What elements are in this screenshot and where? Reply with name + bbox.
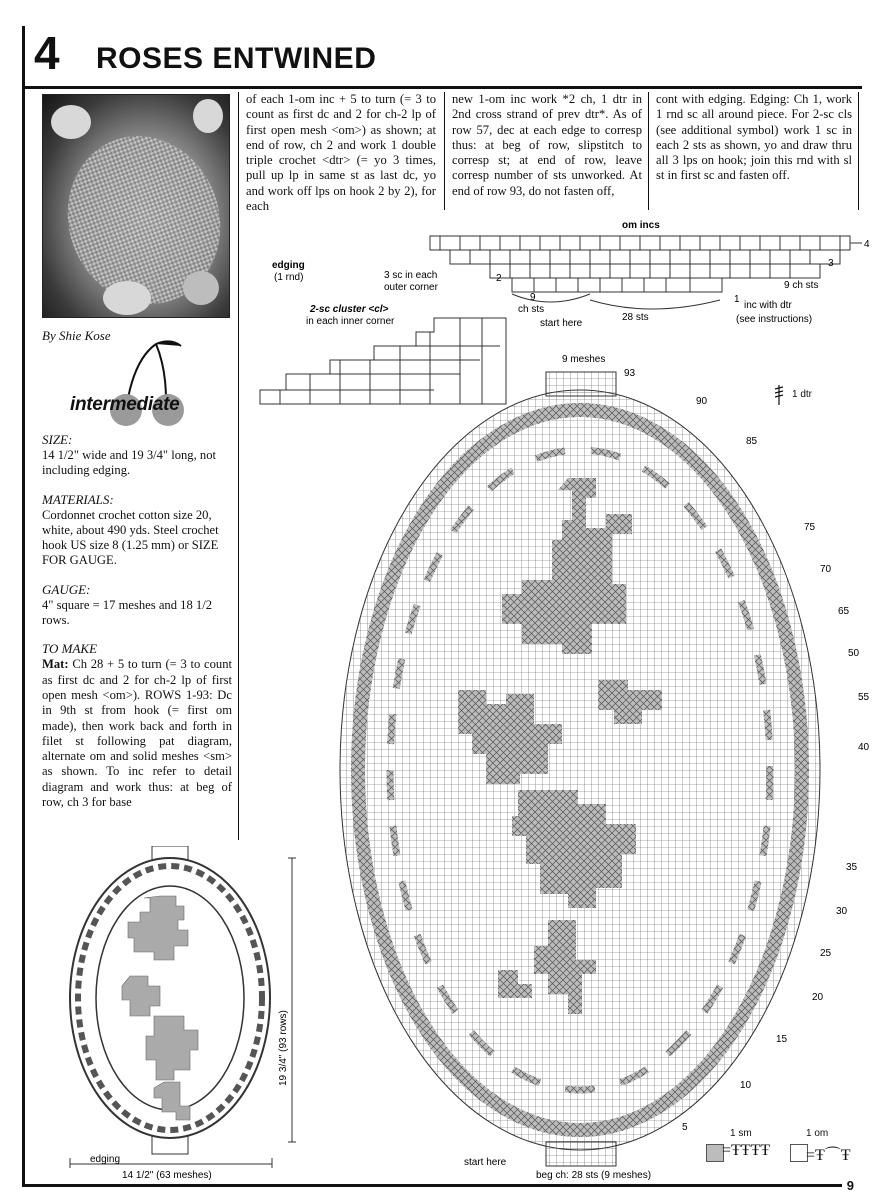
row-35-label: 35 (846, 862, 858, 873)
row-50-label: 50 (848, 648, 860, 659)
materials-heading: MATERIALS: (42, 491, 114, 507)
edging-schematic-label: edging (90, 1154, 121, 1165)
instructions-col-3: new 1-om inc work *2 ch, 1 dtr in 2nd cross strand of prev dtr*. As of row 57, dec at each edge to corresp thus: at beg of row, slipstitch to corresp st; at end of row, leave corresp number of sts unworked. At end of row 93, do not fasten off, (452, 92, 642, 198)
open-mesh-stitches-icon: =Ŧ⌒Ŧ (806, 1147, 851, 1164)
om-incs-label: om incs (622, 220, 660, 231)
arrow-2-label: 2 (496, 273, 502, 284)
instructions-col-4: cont with edging. Edging: Ch 1, work 1 rnd sc all around piece. For 2-sc cls (see additional symbol) work 1 sc in each 2 sts as shown, yo and draw thru all 3 lps on hook; join this rnd with sl st in first sc and fasten off. (656, 92, 852, 183)
rose-image (193, 99, 223, 133)
mat-label: Mat: (42, 657, 69, 672)
row-5-label: 5 (682, 1122, 688, 1133)
nine-ch-sts-label: 9 ch sts (784, 280, 819, 291)
start-here-chart-label: start here (464, 1157, 507, 1168)
project-photo (42, 94, 230, 318)
column-rule (648, 92, 649, 210)
nine-ch-label: 9 (530, 292, 536, 303)
rose-image (183, 271, 219, 305)
width-dimension-label: 14 1/2" (63 meshes) (122, 1170, 212, 1181)
row-90-label: 90 (696, 396, 708, 407)
corner-note-2: outer corner (384, 282, 438, 293)
row-65-label: 65 (838, 606, 850, 617)
size-schematic (60, 846, 310, 1186)
row-25-label: 25 (820, 948, 832, 959)
filet-chart (318, 350, 888, 1180)
row-85-label: 85 (746, 436, 758, 447)
designer-credit: By Shie Kose (42, 328, 111, 343)
row-30-label: 30 (836, 906, 848, 917)
inc-dtr-label: inc with dtr (744, 300, 792, 311)
row-40-label: 40 (858, 742, 870, 753)
sm-legend-label: 1 sm (730, 1128, 752, 1139)
to-make-heading: TO MAKE (42, 641, 98, 657)
ch-sts-label: ch sts (518, 304, 545, 315)
row-75-label: 75 (804, 522, 816, 533)
row-15-label: 15 (776, 1034, 788, 1045)
page-number: 9 (846, 1178, 854, 1193)
instructions-col-2: of each 1-om inc + 5 to turn (= 3 to count as first dc and 2 for ch-2 lp of first open mesh <om>) as shown; at end of row, ch 2 and work 1 double triple crochet <dtr> (= yo 3 times, pull up lp in same st as last dc, yo and work off lps on hook 2 by 2), for each (246, 92, 436, 214)
corner-note-1: 3 sc in each (384, 270, 438, 281)
beg-chain-label: beg ch: 28 sts (9 meshes) (536, 1170, 652, 1180)
cluster-label: 2-sc cluster <cl> (310, 304, 389, 315)
pattern-number: 4 (34, 27, 60, 79)
cluster-note: in each inner corner (306, 316, 395, 327)
start-here-label: start here (540, 318, 583, 329)
row-20-label: 20 (812, 992, 824, 1003)
rose-image (51, 105, 91, 139)
edging-label: edging (272, 260, 305, 271)
page-title: ROSES ENTWINED (96, 42, 377, 75)
row-55-label: 55 (858, 692, 870, 703)
top-meshes-label: 9 meshes (562, 354, 606, 365)
rose-image (103, 281, 151, 315)
size-text: 14 1/2" wide and 19 3/4" long, not including edging. (42, 448, 216, 478)
dtr-symbol-icon (772, 384, 786, 406)
column-rule (238, 92, 239, 840)
arrow-1-label: 1 (734, 294, 740, 305)
row-10-label: 10 (740, 1080, 752, 1091)
left-frame-rule (22, 26, 25, 1186)
gauge-text: 4" square = 17 meshes and 18 1/2 rows. (42, 597, 212, 628)
row-70-label: 70 (820, 564, 832, 575)
column-rule (858, 92, 859, 210)
materials-text: Cordonnet crochet cotton size 20, white, about 490 yds. Steel crochet hook US size 8 (1.25 mm) or SIZE FOR GAUGE. (42, 507, 219, 568)
size-heading: SIZE: (42, 432, 73, 447)
mat-instructions (42, 657, 232, 810)
dtr-legend-label: 1 dtr (792, 389, 813, 400)
arrow-3-label: 3 (828, 258, 834, 269)
left-column (42, 432, 232, 810)
gauge-heading: GAUGE: (42, 581, 91, 597)
edging-rnd-label: (1 rnd) (274, 272, 304, 283)
solid-mesh-stitches-icon: =ŦŦŦŦ (722, 1142, 771, 1159)
arrow-4-label: 4 (864, 239, 870, 250)
mat-text: Ch 28 + 5 to turn (= 3 to count as first dc and 2 for ch-2 lp of first open mesh <om>). ROWS 1-93: Dc in 9th st from hook (= first om made), then work back and forth in filet st following pat diagram, alternate om and solid meshes <sm> as shown. To inc refer to detail diagram and work thus: at beg of row, ch 3 for base (42, 657, 232, 810)
height-dimension-label: 19 3/4" (93 rows) (278, 1010, 289, 1086)
row-93-label: 93 (624, 368, 636, 379)
see-instructions-label: (see instructions) (736, 314, 813, 325)
column-rule (444, 92, 445, 210)
twenty-eight-sts-label: 28 sts (622, 312, 649, 323)
om-legend-label: 1 om (806, 1128, 829, 1139)
skill-level: intermediate (70, 394, 180, 415)
